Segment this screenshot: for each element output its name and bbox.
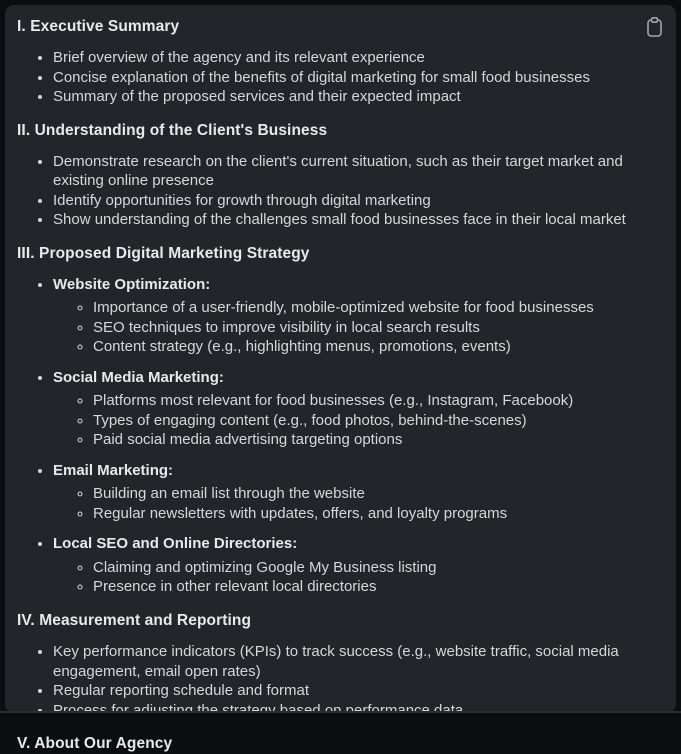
- bottom-divider: [0, 711, 681, 722]
- document-panel: [5, 5, 676, 753]
- list-item: • Summary of the proposed services and their expected impact: [53, 87, 662, 107]
- list-item: • Brief overview of the agency and its relevant experience: [53, 48, 662, 68]
- group-label: Social Media Marketing:: [53, 368, 224, 386]
- sub-list-item: ◦ Content strategy (e.g., highlighting menus, promotions, events): [93, 337, 662, 357]
- bullet-list: [17, 48, 662, 107]
- bullet-list: [17, 275, 662, 597]
- clipboard-icon: [645, 16, 664, 38]
- list-item-group: [53, 368, 662, 450]
- list-item-group: [53, 461, 662, 524]
- bullet-list: [17, 152, 662, 230]
- sub-list-item: ◦ SEO techniques to improve visibility in local search results: [93, 318, 662, 338]
- section-title-measurement-reporting: IV. Measurement and Reporting: [17, 611, 252, 629]
- list-item-group: [53, 534, 662, 597]
- sub-list-item: ◦ Presence in other relevant local directories: [93, 577, 662, 597]
- section-title-about-agency: V. About Our Agency: [17, 735, 173, 753]
- list-item: • Regular reporting schedule and format: [53, 681, 662, 701]
- sub-list-item: ◦ Types of engaging content (e.g., food photos, behind-the-scenes): [93, 411, 662, 431]
- group-label: Local SEO and Online Directories:: [53, 535, 298, 553]
- sub-list-item: ◦ Paid social media advertising targeting options: [93, 430, 662, 450]
- sub-list-item: ◦ Building an email list through the website: [93, 484, 662, 504]
- list-item: • Key performance indicators (KPIs) to track success (e.g., website traffic, social media engagement, email open rates): [53, 642, 662, 681]
- list-item: • Identify opportunities for growth through digital marketing: [53, 191, 662, 211]
- sub-bullet-list: [53, 558, 662, 597]
- sub-list-item: ◦ Claiming and optimizing Google My Business listing: [93, 558, 662, 578]
- list-item: • Show understanding of the challenges small food businesses face in their local market: [53, 210, 662, 230]
- bullet-list: [17, 642, 662, 720]
- list-item: • Demonstrate research on the client's current situation, such as their target market and existing online presence: [53, 152, 662, 191]
- sub-list-item: ◦ Importance of a user-friendly, mobile-optimized website for food businesses: [93, 298, 662, 318]
- list-item-group: [53, 275, 662, 357]
- group-label: Website Optimization:: [53, 275, 211, 293]
- section-title-client-business: II. Understanding of the Client's Business: [17, 121, 328, 139]
- section-title-executive-summary: I. Executive Summary: [17, 18, 180, 35]
- sub-bullet-list: [53, 484, 662, 523]
- sub-bullet-list: [53, 298, 662, 357]
- list-item: • Concise explanation of the benefits of digital marketing for small food businesses: [53, 68, 662, 88]
- sub-list-item: ◦ Platforms most relevant for food businesses (e.g., Instagram, Facebook): [93, 391, 662, 411]
- section-title-marketing-strategy: III. Proposed Digital Marketing Strategy: [17, 244, 310, 262]
- copy-button[interactable]: [643, 15, 665, 39]
- group-label: Email Marketing:: [53, 461, 174, 479]
- sub-bullet-list: [53, 391, 662, 450]
- sub-list-item: ◦ Regular newsletters with updates, offers, and loyalty programs: [93, 504, 662, 524]
